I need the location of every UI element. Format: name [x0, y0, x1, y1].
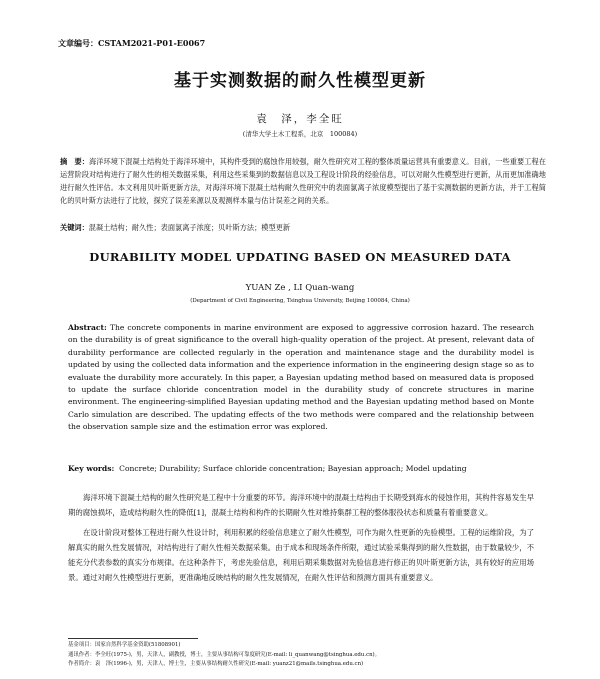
- english-keywords-text: Concrete; Durability; Surface chloride concentration; Bayesian approach; Model updating: [119, 464, 467, 473]
- english-authors: YUAN Ze , LI Quan-wang: [245, 283, 355, 293]
- english-abstract: [68, 322, 534, 434]
- article-number: 文章编号：CSTAM2021-P01-E0067: [58, 38, 206, 48]
- english-title: DURABILITY MODEL UPDATING BASED ON MEASURED DATA: [89, 250, 511, 264]
- english-keywords-label: Key words:: [68, 464, 115, 473]
- body-paragraph-1: 海洋环境下混凝土结构的耐久性研究是工程中十分重要的环节。海洋环境中的混凝土结构由于长期受到海水的侵蚀作用，其构件容易发生早期的腐蚀损坏，造成结构耐久性的降低[1]，混凝土结构和构件的长期耐久性对维持集群工程的整体服役状态和质量有着重要意义。: [68, 493, 534, 518]
- english-keywords: [68, 463, 534, 475]
- chinese-abstract: [60, 155, 546, 207]
- footnote-author-bio: 作者简介：袁 泽(1996-)，男，天津人，博士生，主要从事结构耐久性研究(E-mail: yuanz21@mails.tsinghua.edu.cn): [68, 661, 364, 667]
- english-abstract-text: The concrete components in marine environment are exposed to aggressive corrosion hazard. The research on the durability is of great significance to the overall high-quality operation of the project. At present, relevant data of durability performance are collected regularly in the operation and maintenance stage and the durability model is updated by using the collected data information and the experience information in the engineering design stage so as to evaluate the durability more accurately. In this paper, a Bayesian updating method based on measured data is proposed to update the surface chloride concentration model in the durability study of concrete structures in marine environment. The engineering-simplified Bayesian updating method and the Bayesian updating method based on Monte Carlo simulation are described. The updating effects of the two methods were compared and the relationship between the observation sample size and the estimation error was explored.: [68, 323, 534, 432]
- chinese-keywords-text: 混凝土结构；耐久性；表面氯离子浓度；贝叶斯方法；模型更新: [88, 223, 291, 232]
- english-abstract-label: Abstract:: [68, 323, 107, 332]
- footnote-funding: 基金项目：国家自然科学基金资助(51808901): [68, 642, 181, 648]
- chinese-title: 基于实测数据的耐久性模型更新: [174, 71, 426, 91]
- footnote-divider: [68, 638, 198, 639]
- chinese-authors: 袁 泽，李全旺: [256, 113, 344, 125]
- chinese-keywords-label: 关键词：: [60, 223, 89, 232]
- chinese-abstract-label: 摘 要：: [60, 157, 90, 166]
- body-paragraph-2: 在设计阶段对整体工程进行耐久性设计时，利用积累的经验信息建立了耐久性模型，可作为耐久性更新的先验模型。工程的运维阶段，为了解真实的耐久性发展情况，对结构进行了耐久性相关数据采集。由于成本和现场条件所限，通过试验采集得到的耐久性数据，由于数量较少，不能充分代表参数的真实分布规律。在这种条件下，考虑先验信息，利用后期采集数据对先验信息进行修正的贝叶斯更新方法，具有较好的应用场景。通过对耐久性模型进行更新，更准确地反映结构的耐久性发展情况，在耐久性评估和预测方面具有重要意义。: [68, 527, 534, 583]
- english-affiliation: (Department of Civil Engineering, Tsinghua University, Beijing 100084, China): [190, 298, 410, 304]
- chinese-abstract-text: 海洋环境下混凝土结构处于海洋环境中，其构件受到的腐蚀作用较强，耐久性研究对工程的整体质量运营具有重要意义。目前，一些重要工程在运营阶段对结构进行了耐久性的相关数据采集，利用这些采集到的数据信息以及工程设计阶段的经验信息，可以对耐久性模型进行更新，从而更加准确地进行耐久性评估。本文利用贝叶斯更新方法，对海洋环境下混凝土结构耐久性研究中的表面氯离子浓度模型提出了基于实测数据的更新方法，并于工程简化的贝叶斯方法进行了比较，探究了误差来源以及观测样本量与估计误差之间的关系。: [60, 157, 546, 205]
- chinese-affiliation: (清华大学土木工程系，北京 100084): [242, 130, 358, 138]
- footnotes: [68, 641, 534, 670]
- chinese-keywords: [60, 222, 546, 234]
- body-text: [68, 490, 534, 590]
- footnote-corresponding-author: 通讯作者：李全旺(1975-)，男，天津人，副教授，博士，主要从事结构可靠度研究(E-mail: li_quanwang@tsinghua.edu.cn)。: [68, 651, 381, 658]
